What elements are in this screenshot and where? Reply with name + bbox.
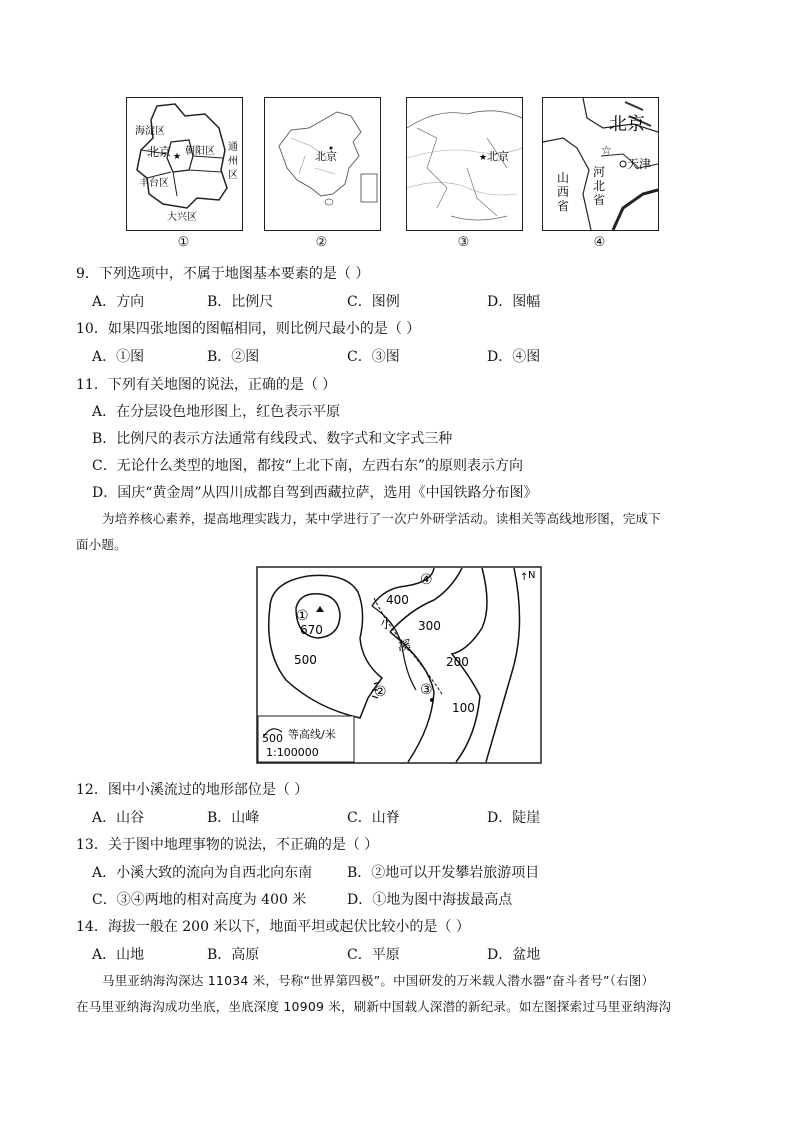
question-9-option-a[interactable]: A．方向 (92, 294, 145, 310)
label-tongzhou-2: 州 (228, 156, 238, 167)
question-12-option-b[interactable]: B．山峰 (207, 810, 260, 826)
contour-map (256, 566, 542, 764)
question-13-option-d[interactable]: D．①地为图中海拔最高点 (347, 892, 513, 908)
question-13-option-a[interactable]: A．小溪大致的流向为自西北向东南 (92, 865, 313, 881)
question-11-stem: 11．下列有关地图的说法，正确的是（ ） (76, 377, 337, 393)
label-shanxi-3: 省 (557, 199, 570, 213)
point-1-label: ① (296, 608, 309, 624)
question-10-option-b[interactable]: B．②图 (207, 349, 260, 365)
intro-paragraph-2 (76, 968, 726, 1020)
label-hebei-1: 河 (593, 165, 606, 179)
intro-1-line-2: 面小题。 (76, 537, 127, 552)
label-beijing-4: 北京 (609, 114, 645, 135)
question-10-option-d[interactable]: D．④图 (487, 349, 541, 365)
question-9-stem: 9．下列选项中，不属于地图基本要素的是（ ） (76, 266, 370, 282)
stream-label-1: 小 (380, 617, 394, 632)
label-beijing-3: 北京 (487, 150, 509, 163)
label-beijing-2: 北京 (315, 150, 337, 163)
question-11-option-a[interactable]: A．在分层设色地形图上，红色表示平原 (92, 404, 341, 420)
star-icon-3: ★ (479, 153, 488, 163)
scale-label: 1:100000 (266, 746, 319, 759)
peak-elevation: 670 (300, 623, 323, 637)
stream-label-2: 溪 (398, 639, 412, 654)
label-hebei-3: 省 (593, 193, 606, 207)
label-hebei-2: 北 (593, 179, 606, 193)
north-label: N (528, 570, 536, 581)
contour-400-label: 400 (386, 593, 409, 607)
intro-paragraph-1 (76, 506, 726, 558)
contour-300-label: 300 (418, 619, 441, 633)
label-tongzhou-1: 通 (228, 142, 238, 153)
legend-value: 500 (262, 732, 283, 745)
contour-map-drawing (256, 566, 542, 764)
tianjin-marker (620, 161, 626, 167)
question-10-option-c[interactable]: C．③图 (347, 349, 400, 365)
question-13-stem: 13．关于图中地理事物的说法，不正确的是（ ） (76, 837, 379, 853)
contour-100-label: 100 (452, 701, 475, 715)
intro-1-line-1: 为培养核心素养，提高地理实践力，某中学进行了一次户外研学活动。读相关等高线地形图，完成下 (102, 511, 661, 526)
map-1-beijing-districts (126, 97, 243, 231)
map-4-number: ④ (593, 235, 606, 250)
intro-2-line-1: 马里亚纳海沟深达 11034 米，号称“世界第四极”。中国研发的万米载人潜水器“奋斗者号”（右图） (102, 973, 655, 988)
question-13-option-c[interactable]: C．③④两地的相对高度为 400 米 (92, 892, 307, 908)
question-12-option-a[interactable]: A．山谷 (92, 810, 145, 826)
star-icon: ★ (173, 152, 182, 162)
question-11-option-d[interactable]: D．国庆“黄金周”从四川成都自驾到西藏拉萨，选用《中国铁路分布图》 (92, 485, 538, 501)
question-14-option-b[interactable]: B．高原 (207, 947, 260, 963)
label-shanxi-1: 山 (557, 171, 570, 185)
star-icon-4: ☆ (601, 143, 612, 157)
question-11-option-b[interactable]: B．比例尺的表示方法通常有线段式、数字式和文字式三种 (92, 431, 453, 447)
question-10-option-a[interactable]: A．①图 (92, 349, 145, 365)
question-14-option-a[interactable]: A．山地 (92, 947, 145, 963)
point-3-label: ③ (420, 682, 433, 698)
map-1-number: ① (177, 235, 190, 250)
question-12-option-c[interactable]: C．山脊 (347, 810, 400, 826)
map-1-drawing (127, 98, 242, 230)
question-12-option-d[interactable]: D．陡崖 (487, 810, 541, 826)
map-3-drawing (407, 98, 522, 230)
legend-text: 等高线/米 (288, 728, 336, 741)
question-14-option-d[interactable]: D．盆地 (487, 947, 541, 963)
label-beijing-1: 北京 (147, 145, 172, 159)
label-chaoyang: 朝阳区 (185, 146, 215, 157)
label-fengtai: 丰台区 (139, 178, 169, 189)
question-9-option-d[interactable]: D．图幅 (487, 294, 541, 310)
question-13-option-b[interactable]: B．②地可以开发攀岩旅游项目 (347, 865, 540, 881)
point-2-label: ② (374, 684, 387, 700)
map-4-region (542, 97, 659, 231)
point-4-label: ④ (420, 572, 433, 588)
beijing-dot (330, 147, 333, 150)
question-11-option-c[interactable]: C．无论什么类型的地图，都按“上北下南，左西右东”的原则表示方向 (92, 458, 524, 474)
label-shanxi-2: 西 (557, 185, 570, 199)
question-9-option-c[interactable]: C．图例 (347, 294, 400, 310)
contour-200-label: 200 (446, 655, 469, 669)
question-10-stem: 10．如果四张地图的图幅相同，则比例尺最小的是（ ） (76, 321, 421, 337)
question-9-option-b[interactable]: B．比例尺 (207, 294, 274, 310)
map-2-drawing (265, 98, 380, 230)
label-tongzhou-3: 区 (228, 170, 238, 181)
map-3-asia (406, 97, 523, 231)
map-2-china (264, 97, 381, 231)
north-arrow-icon: ↑ (520, 572, 529, 583)
contour-500-label: 500 (294, 653, 317, 667)
intro-2-line-2: 在马里亚纳海沟成功坐底，坐底深度 10909 米，刷新中国载人深潜的新纪录。如左图探索过马里亚纳海沟 (76, 999, 672, 1014)
label-daxing: 大兴区 (167, 212, 197, 223)
map-2-number: ② (315, 235, 328, 250)
map-4-drawing (543, 98, 658, 230)
label-tianjin: 天津 (627, 157, 652, 171)
question-14-option-c[interactable]: C．平原 (347, 947, 400, 963)
label-haidian: 海淀区 (135, 126, 165, 137)
map-figure-row (126, 97, 706, 255)
question-14-stem: 14．海拔一般在 200 米以下，地面平坦或起伏比较小的是（ ） (76, 919, 470, 935)
question-12-stem: 12．图中小溪流过的地形部位是（ ） (76, 782, 309, 798)
map-3-number: ③ (457, 235, 470, 250)
